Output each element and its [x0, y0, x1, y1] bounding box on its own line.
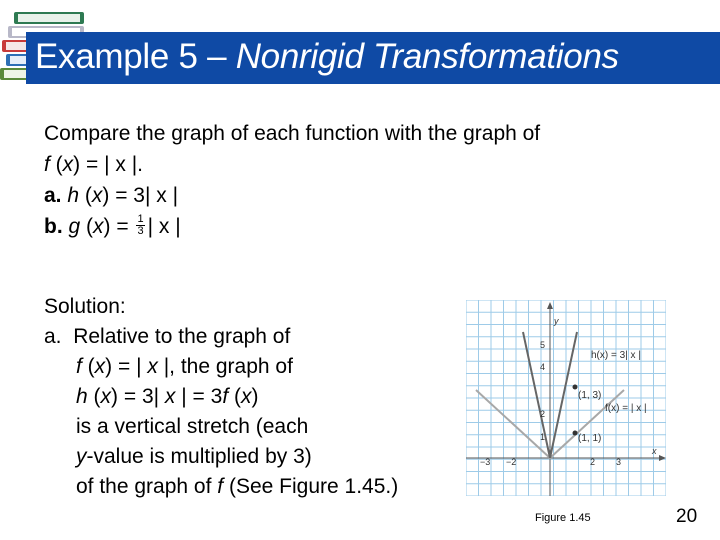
h-function-label: h(x) = 3| x | [591, 350, 641, 361]
l3-f: f [222, 385, 229, 408]
solution-heading: Solution: [44, 295, 126, 318]
part-a-label: a. [44, 184, 62, 207]
x-tick-2: 2 [590, 457, 596, 467]
figure-caption: Figure 1.45 [535, 512, 591, 524]
x-tick-3: 3 [616, 457, 622, 467]
fx-rest: ) = | x |. [73, 153, 144, 176]
point-label-1-3: (1, 3) [578, 390, 602, 401]
l2-c: |, the graph of [157, 355, 293, 378]
y-tick-5: 5 [540, 340, 546, 350]
l3-b: ) = 3| [111, 385, 165, 408]
problem-part-a [44, 180, 540, 211]
fraction-denominator: 3 [137, 224, 144, 237]
solution-line-1 [44, 322, 398, 352]
solution-line-2 [44, 352, 398, 382]
figure-graph [466, 300, 666, 496]
l6-a: of the graph of [76, 475, 218, 498]
page-number: 20 [676, 506, 698, 527]
problem-statement [44, 118, 540, 242]
fx-x: x [62, 153, 74, 176]
l5-y: y [76, 445, 87, 468]
problem-part-b [44, 211, 540, 242]
fraction-one-third [136, 214, 144, 237]
slide-title [35, 37, 619, 77]
l3-e: ) [251, 385, 259, 408]
solution-line-5 [44, 442, 398, 472]
part-a-open: ( [79, 184, 92, 207]
l6-b: (See Figure 1.45.) [223, 475, 399, 498]
l2-b: ) = | [105, 355, 148, 378]
solution-line-4: is a vertical stretch (each [76, 415, 309, 438]
l3-x: x [100, 385, 112, 408]
y-axis-label: y [554, 316, 559, 326]
l2-f: f [76, 355, 82, 378]
l3-a: ( [87, 385, 101, 408]
l2-x2: x [147, 355, 158, 378]
solution-line-3 [44, 382, 398, 412]
l5-rest: -value is multiplied by 3) [86, 445, 312, 468]
fx-f: f [44, 153, 50, 176]
x-axis-label: x [652, 446, 657, 456]
point-1-3 [573, 385, 578, 390]
title-italic: Nonrigid Transformations [235, 37, 619, 76]
solution-text [44, 292, 398, 502]
l3-x2: x [164, 385, 176, 408]
solution-a-label: a. [44, 325, 62, 348]
part-a-rest: ) = 3| x | [102, 184, 179, 207]
part-b-fn: g [68, 215, 81, 238]
fx-open: ( [49, 153, 63, 176]
part-b-x: x [93, 215, 104, 238]
l3-x3: x [241, 385, 252, 408]
solution-a-text: Relative to the graph of [73, 325, 291, 348]
point-1-1 [573, 431, 578, 436]
l3-h: h [76, 385, 88, 408]
part-a-x: x [91, 184, 103, 207]
y-tick-2: 2 [540, 409, 546, 419]
part-a-fn: h [67, 184, 80, 207]
title-prefix: Example 5 – [35, 37, 236, 76]
problem-line-1: Compare the graph of each function with the graph of [44, 122, 541, 145]
fraction-numerator: 1 [137, 212, 144, 225]
l3-d: ( [228, 385, 241, 408]
part-b-abs: | x | [147, 215, 181, 238]
l6-f: f [217, 475, 224, 498]
point-label-1-1: (1, 1) [578, 433, 602, 444]
x-tick-neg2: −2 [506, 457, 517, 467]
problem-line-2 [44, 149, 540, 180]
l2-x: x [94, 355, 106, 378]
y-tick-1: 1 [540, 432, 546, 442]
part-b-label: b. [44, 215, 63, 238]
part-b-eq: ) = [103, 215, 135, 238]
l3-c: | = 3 [175, 385, 223, 408]
x-tick-neg3: −3 [480, 457, 491, 467]
f-function-label: f(x) = | x | [605, 403, 647, 414]
y-tick-4: 4 [540, 362, 546, 372]
l2-a: ( [81, 355, 95, 378]
solution-line-6 [44, 472, 398, 502]
part-b-open: ( [80, 215, 94, 238]
